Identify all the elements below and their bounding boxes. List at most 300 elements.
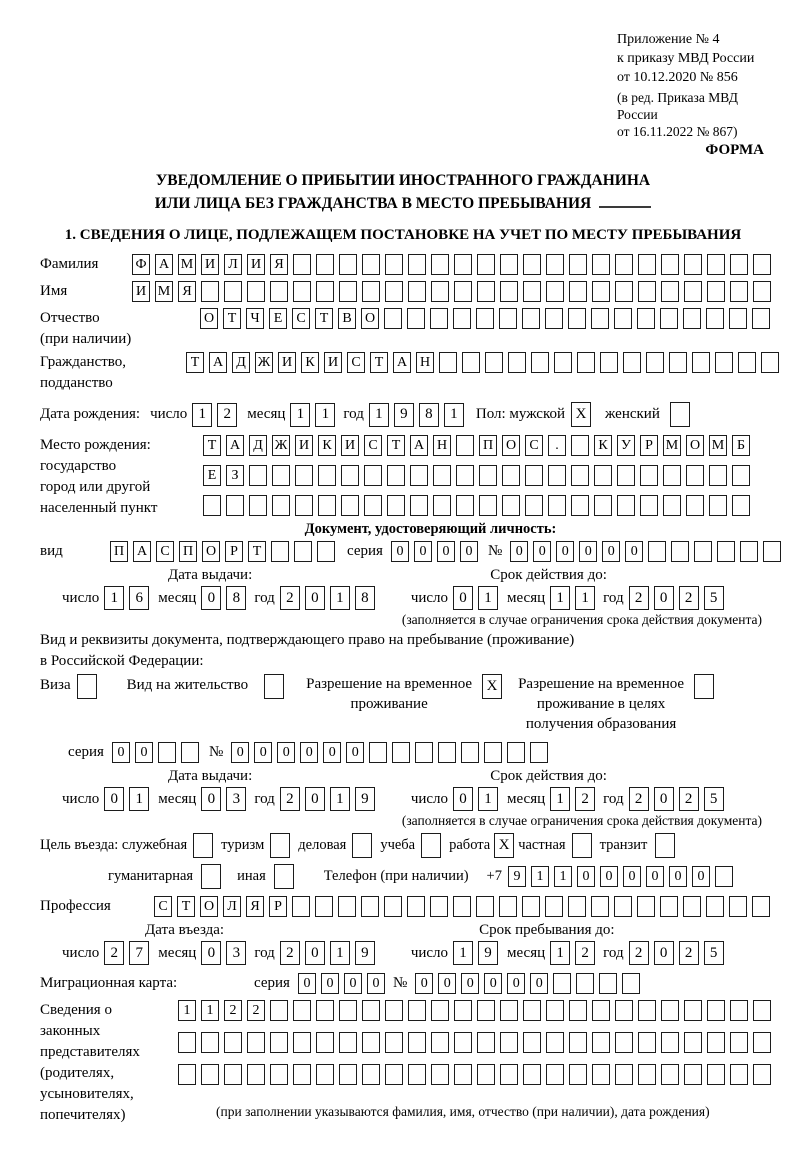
char-cell[interactable]: 0	[625, 541, 643, 562]
char-cell[interactable]	[545, 896, 563, 917]
char-cell[interactable]	[577, 352, 595, 373]
char-cell[interactable]: 0	[277, 742, 295, 763]
char-cell[interactable]	[203, 495, 221, 516]
char-cell[interactable]	[763, 541, 781, 562]
char-cell[interactable]	[272, 495, 290, 516]
char-cell[interactable]: 0	[414, 541, 432, 562]
char-cell[interactable]	[361, 896, 379, 917]
char-cell[interactable]	[462, 352, 480, 373]
char-cell[interactable]	[572, 833, 592, 858]
char-cell[interactable]	[454, 254, 472, 275]
char-cell[interactable]	[592, 1064, 610, 1085]
char-cell[interactable]: 0	[533, 541, 551, 562]
char-cell[interactable]: 1	[478, 787, 498, 811]
char-cell[interactable]	[568, 896, 586, 917]
char-cell[interactable]	[316, 1064, 334, 1085]
char-cell[interactable]	[461, 742, 479, 763]
char-cell[interactable]	[715, 352, 733, 373]
char-cell[interactable]	[707, 1032, 725, 1053]
char-cell[interactable]	[274, 864, 294, 889]
char-cell[interactable]: .	[548, 435, 566, 456]
char-cell[interactable]	[385, 1032, 403, 1053]
char-cell[interactable]	[392, 742, 410, 763]
char-cell[interactable]	[615, 281, 633, 302]
char-cell[interactable]: 9	[355, 787, 375, 811]
char-cell[interactable]	[431, 281, 449, 302]
char-cell[interactable]	[339, 254, 357, 275]
char-cell[interactable]	[640, 495, 658, 516]
char-cell[interactable]	[181, 742, 199, 763]
char-cell[interactable]	[408, 1000, 426, 1021]
char-cell[interactable]	[522, 896, 540, 917]
char-cell[interactable]	[341, 465, 359, 486]
char-cell[interactable]	[295, 495, 313, 516]
char-cell[interactable]: 0	[201, 787, 221, 811]
char-cell[interactable]	[421, 833, 441, 858]
char-cell[interactable]	[576, 973, 594, 994]
char-cell[interactable]	[364, 495, 382, 516]
char-cell[interactable]: 2	[629, 586, 649, 610]
char-cell[interactable]	[270, 1000, 288, 1021]
char-cell[interactable]: 2	[679, 787, 699, 811]
char-cell[interactable]	[408, 1064, 426, 1085]
char-cell[interactable]	[571, 465, 589, 486]
char-cell[interactable]	[740, 541, 758, 562]
char-cell[interactable]	[594, 495, 612, 516]
char-cell[interactable]	[500, 281, 518, 302]
char-cell[interactable]	[546, 1000, 564, 1021]
char-cell[interactable]: П	[110, 541, 128, 562]
char-cell[interactable]	[661, 254, 679, 275]
char-cell[interactable]	[362, 254, 380, 275]
char-cell[interactable]	[523, 281, 541, 302]
char-cell[interactable]	[271, 541, 289, 562]
char-cell[interactable]	[316, 254, 334, 275]
char-cell[interactable]: 2	[629, 941, 649, 965]
char-cell[interactable]	[638, 281, 656, 302]
char-cell[interactable]: 0	[305, 787, 325, 811]
char-cell[interactable]	[226, 495, 244, 516]
char-cell[interactable]: 0	[646, 866, 664, 887]
char-cell[interactable]	[615, 254, 633, 275]
char-cell[interactable]	[569, 281, 587, 302]
char-cell[interactable]	[431, 254, 449, 275]
char-cell[interactable]: К	[594, 435, 612, 456]
char-cell[interactable]	[316, 1032, 334, 1053]
char-cell[interactable]: 0	[298, 973, 316, 994]
char-cell[interactable]: 0	[346, 742, 364, 763]
char-cell[interactable]	[477, 1000, 495, 1021]
char-cell[interactable]: 1	[104, 586, 124, 610]
char-cell[interactable]: О	[502, 435, 520, 456]
char-cell[interactable]	[315, 896, 333, 917]
char-cell[interactable]: А	[155, 254, 173, 275]
char-cell[interactable]	[454, 1000, 472, 1021]
char-cell[interactable]	[385, 1000, 403, 1021]
char-cell[interactable]	[623, 352, 641, 373]
char-cell[interactable]: 1	[531, 866, 549, 887]
char-cell[interactable]: Е	[203, 465, 221, 486]
char-cell[interactable]: 0	[323, 742, 341, 763]
char-cell[interactable]	[362, 1000, 380, 1021]
char-cell[interactable]	[270, 833, 290, 858]
char-cell[interactable]	[158, 742, 176, 763]
char-cell[interactable]	[753, 1032, 771, 1053]
char-cell[interactable]	[362, 1064, 380, 1085]
char-cell[interactable]	[530, 742, 548, 763]
char-cell[interactable]: Т	[177, 896, 195, 917]
char-cell[interactable]	[648, 541, 666, 562]
char-cell[interactable]	[569, 1064, 587, 1085]
char-cell[interactable]: Ж	[255, 352, 273, 373]
char-cell[interactable]	[753, 254, 771, 275]
char-cell[interactable]: П	[179, 541, 197, 562]
char-cell[interactable]	[430, 308, 448, 329]
char-cell[interactable]	[485, 352, 503, 373]
char-cell[interactable]	[362, 281, 380, 302]
char-cell[interactable]	[270, 281, 288, 302]
char-cell[interactable]	[638, 1000, 656, 1021]
char-cell[interactable]	[615, 1000, 633, 1021]
char-cell[interactable]	[592, 281, 610, 302]
char-cell[interactable]	[548, 495, 566, 516]
char-cell[interactable]: Т	[186, 352, 204, 373]
char-cell[interactable]: Т	[315, 308, 333, 329]
char-cell[interactable]	[640, 465, 658, 486]
char-cell[interactable]	[499, 896, 517, 917]
char-cell[interactable]	[293, 1032, 311, 1053]
char-cell[interactable]	[384, 896, 402, 917]
char-cell[interactable]	[453, 896, 471, 917]
char-cell[interactable]	[484, 742, 502, 763]
char-cell[interactable]: К	[301, 352, 319, 373]
char-cell[interactable]	[545, 308, 563, 329]
char-cell[interactable]: У	[617, 435, 635, 456]
char-cell[interactable]: 2	[280, 941, 300, 965]
char-cell[interactable]: 0	[135, 742, 153, 763]
char-cell[interactable]	[617, 495, 635, 516]
char-cell[interactable]	[615, 1032, 633, 1053]
char-cell[interactable]	[523, 1064, 541, 1085]
char-cell[interactable]: П	[479, 435, 497, 456]
char-cell[interactable]	[592, 1032, 610, 1053]
char-cell[interactable]: 0	[254, 742, 272, 763]
char-cell[interactable]	[684, 254, 702, 275]
char-cell[interactable]: 0	[415, 973, 433, 994]
char-cell[interactable]: 0	[507, 973, 525, 994]
char-cell[interactable]	[706, 896, 724, 917]
char-cell[interactable]	[663, 465, 681, 486]
char-cell[interactable]	[477, 254, 495, 275]
char-cell[interactable]: З	[226, 465, 244, 486]
char-cell[interactable]	[270, 1064, 288, 1085]
char-cell[interactable]	[591, 896, 609, 917]
char-cell[interactable]: 0	[201, 586, 221, 610]
char-cell[interactable]: 0	[344, 973, 362, 994]
char-cell[interactable]	[479, 495, 497, 516]
char-cell[interactable]: 2	[224, 1000, 242, 1021]
char-cell[interactable]: 3	[226, 941, 246, 965]
char-cell[interactable]: 0	[201, 941, 221, 965]
char-cell[interactable]	[730, 281, 748, 302]
char-cell[interactable]	[617, 465, 635, 486]
char-cell[interactable]	[339, 1000, 357, 1021]
char-cell[interactable]	[730, 1000, 748, 1021]
char-cell[interactable]	[431, 1032, 449, 1053]
char-cell[interactable]	[553, 973, 571, 994]
char-cell[interactable]: И	[278, 352, 296, 373]
char-cell[interactable]: И	[132, 281, 150, 302]
char-cell[interactable]	[454, 1032, 472, 1053]
char-cell[interactable]: 1	[330, 586, 350, 610]
char-cell[interactable]	[569, 1032, 587, 1053]
char-cell[interactable]	[362, 1032, 380, 1053]
char-cell[interactable]	[522, 308, 540, 329]
char-cell[interactable]	[295, 465, 313, 486]
char-cell[interactable]: Л	[223, 896, 241, 917]
char-cell[interactable]	[430, 896, 448, 917]
char-cell[interactable]: 0	[530, 973, 548, 994]
char-cell[interactable]: Р	[225, 541, 243, 562]
char-cell[interactable]	[454, 1064, 472, 1085]
char-cell[interactable]	[661, 1032, 679, 1053]
char-cell[interactable]: И	[324, 352, 342, 373]
char-cell[interactable]	[523, 1032, 541, 1053]
char-cell[interactable]	[637, 308, 655, 329]
char-cell[interactable]: С	[154, 896, 172, 917]
char-cell[interactable]: 2	[280, 586, 300, 610]
char-cell[interactable]: 0	[461, 973, 479, 994]
char-cell[interactable]: 0	[577, 866, 595, 887]
char-cell[interactable]: 5	[704, 586, 724, 610]
char-cell[interactable]: С	[347, 352, 365, 373]
char-cell[interactable]	[655, 833, 675, 858]
char-cell[interactable]: Р	[640, 435, 658, 456]
char-cell[interactable]	[338, 896, 356, 917]
char-cell[interactable]	[249, 495, 267, 516]
char-cell[interactable]: X	[494, 833, 514, 858]
char-cell[interactable]: X	[482, 674, 502, 699]
char-cell[interactable]: Р	[269, 896, 287, 917]
char-cell[interactable]: С	[364, 435, 382, 456]
char-cell[interactable]	[293, 254, 311, 275]
char-cell[interactable]	[500, 1064, 518, 1085]
char-cell[interactable]	[546, 281, 564, 302]
char-cell[interactable]: 1	[575, 586, 595, 610]
char-cell[interactable]	[638, 1032, 656, 1053]
char-cell[interactable]	[201, 281, 219, 302]
char-cell[interactable]	[316, 281, 334, 302]
char-cell[interactable]: Ж	[272, 435, 290, 456]
char-cell[interactable]	[614, 308, 632, 329]
char-cell[interactable]	[247, 281, 265, 302]
char-cell[interactable]: 0	[600, 866, 618, 887]
char-cell[interactable]	[599, 973, 617, 994]
char-cell[interactable]	[546, 1032, 564, 1053]
char-cell[interactable]	[663, 495, 681, 516]
char-cell[interactable]: 5	[704, 787, 724, 811]
char-cell[interactable]: А	[410, 435, 428, 456]
char-cell[interactable]: О	[200, 896, 218, 917]
char-cell[interactable]	[761, 352, 779, 373]
char-cell[interactable]	[531, 352, 549, 373]
char-cell[interactable]	[622, 973, 640, 994]
char-cell[interactable]	[683, 308, 701, 329]
char-cell[interactable]	[523, 1000, 541, 1021]
char-cell[interactable]	[707, 1064, 725, 1085]
char-cell[interactable]: Л	[224, 254, 242, 275]
char-cell[interactable]: X	[571, 402, 591, 427]
char-cell[interactable]: Ч	[246, 308, 264, 329]
char-cell[interactable]: 7	[129, 941, 149, 965]
char-cell[interactable]: 1	[550, 586, 570, 610]
char-cell[interactable]	[433, 495, 451, 516]
char-cell[interactable]	[352, 833, 372, 858]
char-cell[interactable]	[594, 465, 612, 486]
char-cell[interactable]: Д	[232, 352, 250, 373]
char-cell[interactable]	[546, 254, 564, 275]
char-cell[interactable]	[707, 281, 725, 302]
char-cell[interactable]	[433, 465, 451, 486]
char-cell[interactable]	[692, 352, 710, 373]
char-cell[interactable]	[294, 541, 312, 562]
char-cell[interactable]	[293, 1000, 311, 1021]
char-cell[interactable]	[508, 352, 526, 373]
char-cell[interactable]	[477, 1032, 495, 1053]
char-cell[interactable]: Б	[732, 435, 750, 456]
char-cell[interactable]	[592, 254, 610, 275]
char-cell[interactable]: 2	[679, 586, 699, 610]
char-cell[interactable]	[730, 1064, 748, 1085]
char-cell[interactable]	[364, 465, 382, 486]
char-cell[interactable]	[507, 742, 525, 763]
char-cell[interactable]	[439, 352, 457, 373]
char-cell[interactable]: 1	[369, 403, 389, 427]
char-cell[interactable]	[385, 254, 403, 275]
char-cell[interactable]	[224, 1032, 242, 1053]
char-cell[interactable]: 0	[602, 541, 620, 562]
char-cell[interactable]: О	[200, 308, 218, 329]
char-cell[interactable]	[408, 254, 426, 275]
char-cell[interactable]	[407, 308, 425, 329]
char-cell[interactable]	[453, 308, 471, 329]
char-cell[interactable]	[500, 254, 518, 275]
char-cell[interactable]	[384, 308, 402, 329]
char-cell[interactable]	[694, 674, 714, 699]
char-cell[interactable]	[546, 1064, 564, 1085]
char-cell[interactable]: И	[295, 435, 313, 456]
char-cell[interactable]: Я	[178, 281, 196, 302]
char-cell[interactable]: А	[133, 541, 151, 562]
char-cell[interactable]	[369, 742, 387, 763]
char-cell[interactable]: И	[247, 254, 265, 275]
char-cell[interactable]: О	[686, 435, 704, 456]
char-cell[interactable]	[77, 674, 97, 699]
char-cell[interactable]	[706, 308, 724, 329]
char-cell[interactable]: 0	[300, 742, 318, 763]
char-cell[interactable]	[683, 896, 701, 917]
char-cell[interactable]	[387, 495, 405, 516]
char-cell[interactable]	[456, 465, 474, 486]
char-cell[interactable]: 1	[192, 403, 212, 427]
char-cell[interactable]	[431, 1000, 449, 1021]
char-cell[interactable]	[571, 435, 589, 456]
char-cell[interactable]	[502, 495, 520, 516]
char-cell[interactable]: 0	[654, 941, 674, 965]
char-cell[interactable]: И	[201, 254, 219, 275]
char-cell[interactable]: 2	[280, 787, 300, 811]
char-cell[interactable]: Я	[246, 896, 264, 917]
char-cell[interactable]	[476, 896, 494, 917]
char-cell[interactable]	[292, 896, 310, 917]
char-cell[interactable]	[201, 864, 221, 889]
char-cell[interactable]	[732, 465, 750, 486]
char-cell[interactable]	[669, 352, 687, 373]
char-cell[interactable]	[707, 1000, 725, 1021]
char-cell[interactable]: О	[202, 541, 220, 562]
char-cell[interactable]	[684, 1064, 702, 1085]
char-cell[interactable]	[224, 1064, 242, 1085]
char-cell[interactable]	[193, 833, 213, 858]
char-cell[interactable]: 2	[679, 941, 699, 965]
char-cell[interactable]	[249, 465, 267, 486]
char-cell[interactable]	[752, 308, 770, 329]
char-cell[interactable]: 0	[669, 866, 687, 887]
char-cell[interactable]: 1	[290, 403, 310, 427]
char-cell[interactable]: 6	[129, 586, 149, 610]
char-cell[interactable]: 0	[654, 586, 674, 610]
char-cell[interactable]	[456, 435, 474, 456]
char-cell[interactable]: М	[709, 435, 727, 456]
char-cell[interactable]	[525, 465, 543, 486]
char-cell[interactable]	[646, 352, 664, 373]
char-cell[interactable]	[638, 254, 656, 275]
char-cell[interactable]	[600, 352, 618, 373]
char-cell[interactable]	[500, 1000, 518, 1021]
char-cell[interactable]	[502, 465, 520, 486]
char-cell[interactable]: 1	[129, 787, 149, 811]
char-cell[interactable]: 0	[438, 973, 456, 994]
char-cell[interactable]: 1	[315, 403, 335, 427]
char-cell[interactable]: Т	[370, 352, 388, 373]
char-cell[interactable]	[318, 495, 336, 516]
char-cell[interactable]	[715, 866, 733, 887]
char-cell[interactable]: К	[318, 435, 336, 456]
char-cell[interactable]: 0	[692, 866, 710, 887]
char-cell[interactable]: А	[393, 352, 411, 373]
char-cell[interactable]: А	[226, 435, 244, 456]
char-cell[interactable]: Я	[270, 254, 288, 275]
char-cell[interactable]: 0	[104, 787, 124, 811]
char-cell[interactable]: С	[156, 541, 174, 562]
char-cell[interactable]	[661, 281, 679, 302]
char-cell[interactable]	[568, 308, 586, 329]
char-cell[interactable]: 1	[178, 1000, 196, 1021]
char-cell[interactable]: 0	[305, 941, 325, 965]
char-cell[interactable]	[431, 1064, 449, 1085]
char-cell[interactable]: 0	[112, 742, 130, 763]
char-cell[interactable]	[201, 1064, 219, 1085]
char-cell[interactable]	[201, 1032, 219, 1053]
char-cell[interactable]	[569, 254, 587, 275]
char-cell[interactable]: М	[663, 435, 681, 456]
char-cell[interactable]	[670, 402, 690, 427]
char-cell[interactable]	[407, 896, 425, 917]
char-cell[interactable]	[548, 465, 566, 486]
char-cell[interactable]	[753, 281, 771, 302]
char-cell[interactable]: 0	[623, 866, 641, 887]
char-cell[interactable]	[592, 1000, 610, 1021]
